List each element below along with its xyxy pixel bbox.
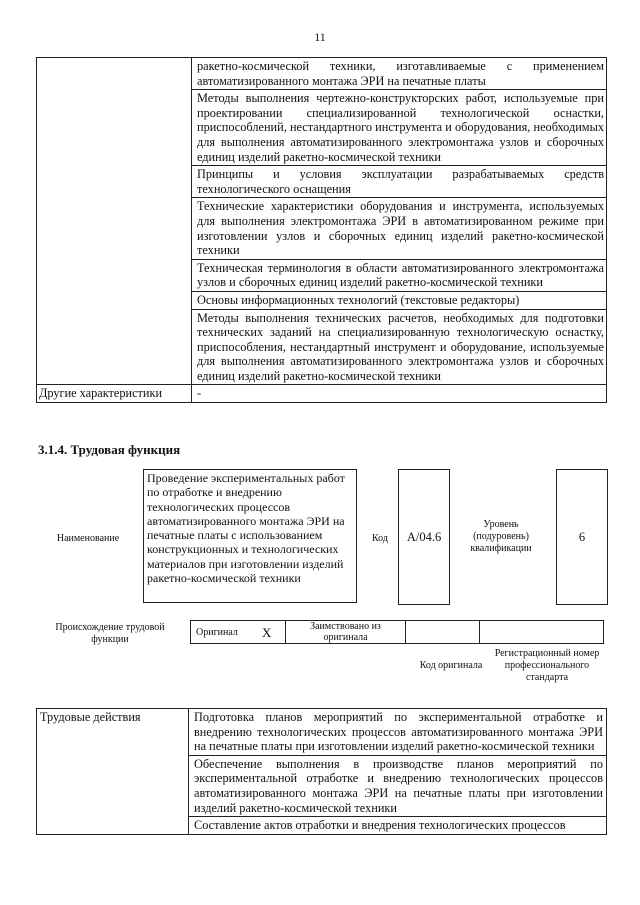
actions-table — [36, 708, 607, 835]
level-box — [556, 469, 608, 605]
origin-label: Происхождение трудовой функции — [55, 622, 165, 645]
level-value: 6 — [578, 530, 586, 544]
other-characteristics-value: - — [192, 385, 607, 403]
action-row: Составление актов отработки и внедрения технологических процессов — [189, 817, 607, 835]
reg-number-caption: Регистрационный номер профессионального стандарта — [494, 648, 600, 683]
section-heading: 3.1.4. Трудовая функция — [38, 442, 181, 457]
knowledge-row: ракетно-космической техники, изготавливаемые с применением автоматизированного монтажа ЭРИ на печатные платы — [192, 58, 607, 90]
code-box — [398, 469, 450, 605]
level-label: Уровень (подуровень) квалификации — [470, 519, 532, 554]
original-label: Оригинал — [196, 627, 238, 638]
origin-row — [190, 620, 604, 644]
original-cell — [190, 620, 286, 644]
knowledge-label-cell — [37, 58, 192, 385]
code-original-cell — [405, 620, 480, 644]
code-label: Код — [372, 533, 388, 544]
original-mark: X — [262, 625, 272, 640]
actions-label: Трудовые действия — [37, 709, 189, 835]
code-original-caption: Код оригинала — [419, 660, 483, 671]
knowledge-row: Техническая терминология в области автоматизированного электромонтажа узлов и сборочных единиц изделий ракетно-космической техники — [192, 259, 607, 291]
other-characteristics-label: Другие характеристики — [37, 385, 192, 403]
code-value: А/04.6 — [406, 530, 442, 544]
knowledge-row: Методы выполнения технических расчетов, необходимых для подготовки технических заданий на специализированную технологическую оснастку, приспособления, нестандартный инструмент и оборудование, используемые для выполнения автоматизированного электромонтажа узлов и сборочных единиц изделий ракетно-космической техники — [192, 309, 607, 385]
knowledge-table — [36, 57, 607, 403]
page-number: 11 — [314, 30, 326, 44]
reg-number-cell — [479, 620, 604, 644]
borrowed-label: Заимствовано из оригинала — [310, 621, 381, 643]
action-row: Обеспечение выполнения в производстве планов мероприятий по экспериментальной отработке и внедрению технологических процессов автоматизированного монтажа ЭРИ на печатные платы при изготовлении изделий ракетно-космической техники — [189, 755, 607, 816]
function-name-value: Проведение экспериментальных работ по отработке и внедрению технологических процессов автоматизированного монтажа ЭРИ на печатные платы с использованием конструкционных и технологических материалов при изготовлении изделий ракетно-космической техники — [147, 471, 345, 586]
knowledge-row: Методы выполнения чертежно-конструкторских работ, используемые при проектировании специализированной технологической оснастки, приспособлений, нестандартного инструмента и оборудования, необходимых для выполнения автоматизированного электромонтажа узлов и сборочных единиц изделий ракетно-космической техники — [192, 90, 607, 166]
knowledge-row: Принципы и условия эксплуатации разрабатываемых средств технологического оснащения — [192, 166, 607, 198]
knowledge-row: Основы информационных технологий (текстовые редакторы) — [192, 291, 607, 309]
name-label: Наименование — [56, 533, 120, 544]
borrowed-cell — [285, 620, 406, 644]
action-row: Подготовка планов мероприятий по экспериментальной отработке и внедрению технологических процессов автоматизированного монтажа ЭРИ на печатные платы при изготовлении изделий ракетно-космической техники — [189, 709, 607, 756]
knowledge-row: Технические характеристики оборудования и инструмента, используемых для выполнения электромонтажа ЭРИ в автоматизированном режиме при изготовлении узлов и сборочных единиц изделий ракетно-космической техники — [192, 198, 607, 259]
function-name-box — [143, 469, 357, 603]
